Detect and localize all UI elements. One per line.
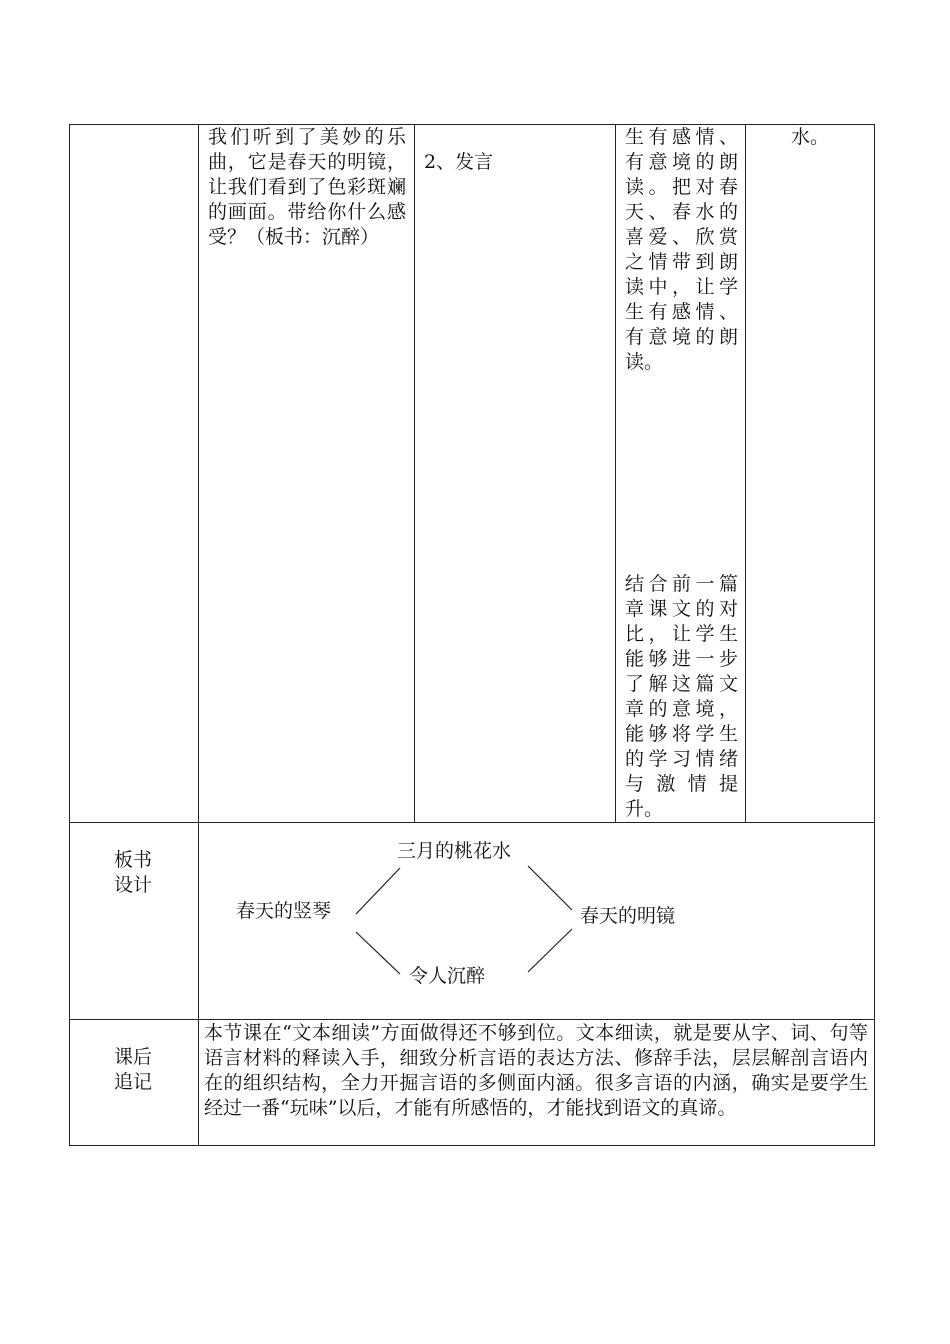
blackboard-bottom-node: 令人沉醉 (409, 965, 486, 987)
student-activity-text: 2、发言 (424, 151, 494, 173)
teacher-activity-text: 我们听到了美妙的乐曲，它是春天的明镜，让我们看到了色彩斑斓的画面。带给你什么感受？（板书：沉醉） (208, 126, 406, 248)
reflection-label (69, 1045, 197, 1095)
reflection-label-line1: 课后 (113, 1046, 152, 1068)
blackboard-label-line1: 板书 (113, 849, 152, 871)
blackboard-label-line2: 设计 (113, 874, 152, 896)
last-column-text: 水。 (790, 126, 829, 148)
blackboard-left-node: 春天的竖琴 (236, 900, 332, 922)
reflection-label-line2: 追记 (113, 1071, 152, 1093)
design-intent-text-2: 结合前一篇章课文的对比，让学生能够进一步了解这篇文章的意境，能够将学生的学习情绪与激情提升。 (625, 573, 738, 820)
lesson-plan-table (69, 124, 875, 1146)
blackboard-top-node: 三月的桃花水 (397, 840, 512, 862)
design-intent-text-1: 生有感情、有意境的朗读。把对春天、春水的喜爱、欣赏之情带到朗读中，让学生有感情、有意境的朗读。 (625, 126, 738, 373)
connector-left-top (356, 868, 400, 914)
reflection-text: 本节课在“文本细读”方面做得还不够到位。文本细读，就是要从字、词、句等语言材料的释读入手，细致分析言语的表达方法、修辞手法，层层解剖言语内在的组织结构，全力开掘言语的多侧面内涵。很多言语的内涵，确实是要学生经过一番“玩味”以后，才能有所感悟的，才能找到语文的真谛。 (204, 1022, 868, 1119)
connector-bottom-right (528, 929, 572, 972)
connector-top-right (528, 866, 572, 910)
blackboard-connector-lines (69, 124, 875, 1146)
blackboard-right-node: 春天的明镜 (580, 905, 676, 927)
connector-left-bottom (356, 932, 400, 974)
